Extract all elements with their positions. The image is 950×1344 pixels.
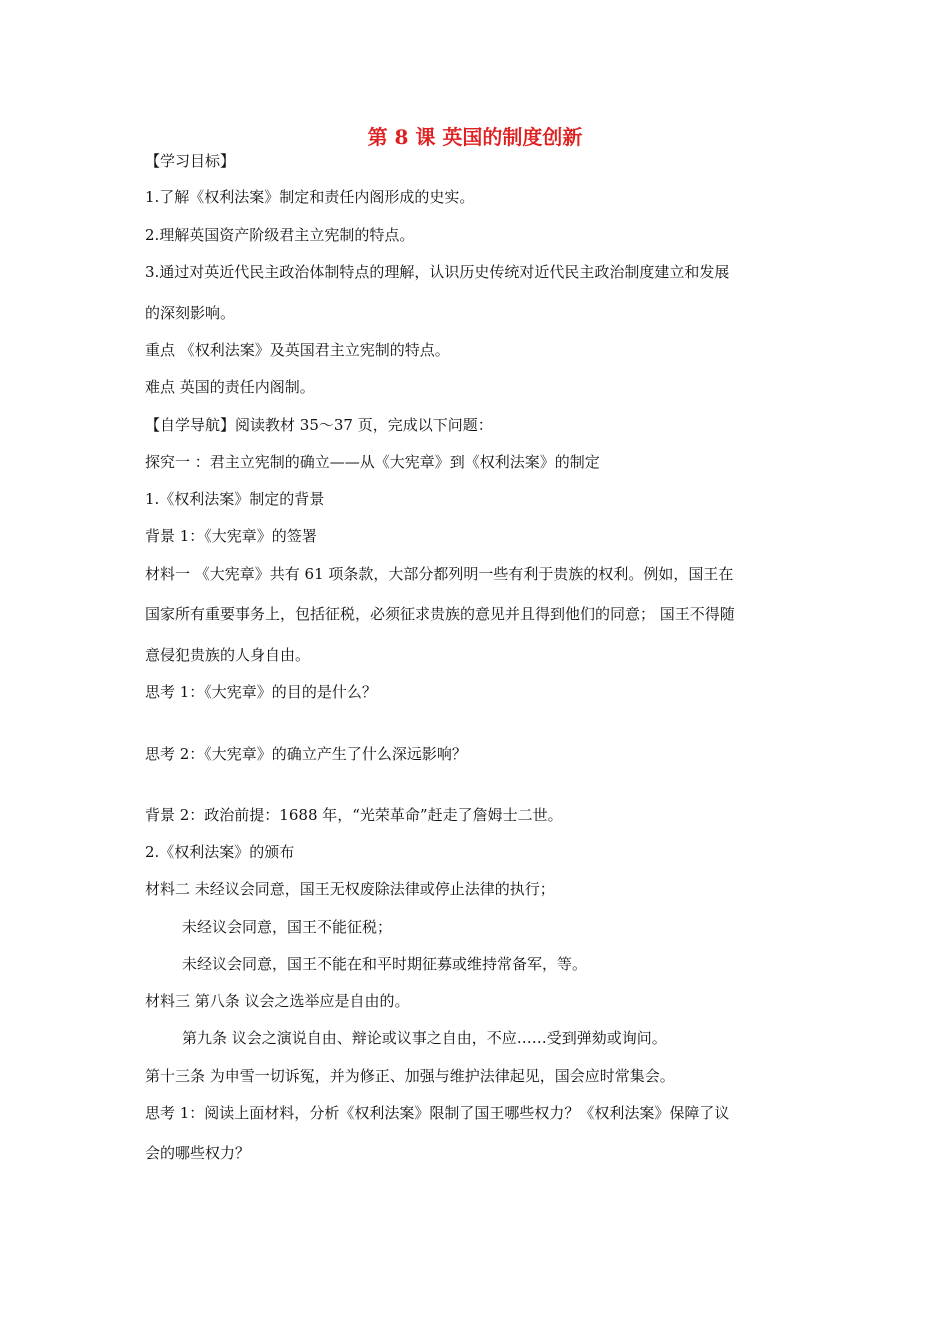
question-1: 思考 1：《大宪章》的目的是什么？ (145, 683, 377, 701)
difficult-point: 难点 英国的责任内阁制。 (145, 378, 315, 396)
material-1-line-3: 意侵犯贵族的人身自由。 (145, 646, 311, 664)
question-3-line-1: 思考 1：阅读上面材料，分析《权利法案》限制了国王哪些权力？《权利法案》保障了议 (145, 1104, 730, 1122)
material-1-line-1: 材料一 《大宪章》共有 61 项条款，大部分都列明一些有利于贵族的权利。例如，国王在 (145, 565, 734, 583)
material-3-line-2: 第九条 议会之演说自由、辩论或议事之自由，不应……受到弹劾或询问。 (182, 1029, 667, 1047)
inquiry-1-heading: 探究一 ：君主立宪制的确立——从《大宪章》到《权利法案》的制定 (145, 453, 600, 471)
material-2-line-3: 未经议会同意，国王不能在和平时期征募或维持常备军，等。 (182, 955, 588, 973)
objective-3: 3.通过对英近代民主政治体制特点的理解，认识历史传统对近代民主政治制度建立和发展 (145, 263, 730, 281)
background-2: 背景 2：政治前提：1688 年，“光荣革命”赶走了詹姆士二世。 (145, 806, 563, 824)
material-3-line-3: 第十三条 为申雪一切诉冤，并为修正、加强与维护法律起见，国会应时常集会。 (145, 1067, 675, 1085)
section-heading-self-study: 【自学导航】阅读教材 35～37 页，完成以下问题： (145, 416, 493, 434)
lesson-title: 第 8 课 英国的制度创新 (367, 125, 583, 149)
key-point: 重点 《权利法案》及英国君主立宪制的特点。 (145, 341, 450, 359)
question-3-line-2: 会的哪些权力？ (145, 1144, 251, 1162)
objective-1: 1.了解《权利法案》制定和责任内阁形成的史实。 (145, 188, 475, 206)
question-2: 思考 2：《大宪章》的确立产生了什么深远影响？ (145, 745, 467, 763)
material-2-line-1: 材料二 未经议会同意，国王无权废除法律或停止法律的执行； (145, 880, 555, 898)
subheading-promulgation: 2.《权利法案》的颁布 (145, 843, 295, 861)
objective-2: 2.理解英国资产阶级君主立宪制的特点。 (145, 226, 415, 244)
material-1-line-2: 国家所有重要事务上，包括征税，必须征求贵族的意见并且得到他们的同意； 国王不得随 (145, 605, 735, 623)
section-heading-objectives: 【学习目标】 (145, 152, 236, 170)
subheading-background: 1.《权利法案》制定的背景 (145, 490, 325, 508)
material-2-line-2: 未经议会同意，国王不能征税； (182, 918, 393, 936)
material-3-line-1: 材料三 第八条 议会之选举应是自由的。 (145, 992, 410, 1010)
background-1: 背景 1：《大宪章》的签署 (145, 527, 317, 545)
objective-3-continued: 的深刻影响。 (145, 304, 236, 322)
